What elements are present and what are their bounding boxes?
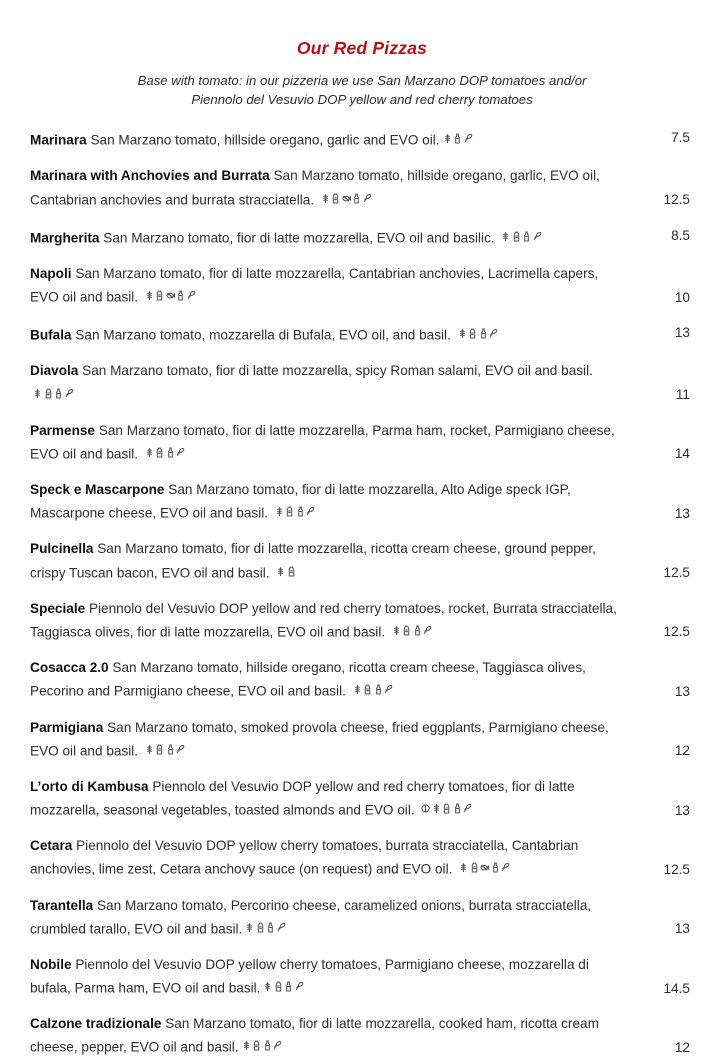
menu-item-price: 12.5 [663,861,690,877]
wheat-gluten-icon [443,133,452,144]
menu-item[interactable] [30,420,690,465]
sesame-seed-icon [363,193,372,204]
menu-item-text [30,1013,634,1058]
menu-item-text [30,165,634,210]
wheat-gluten-icon [459,862,468,873]
milk-carton-icon [252,1040,261,1051]
allergen-icon-group [145,284,198,305]
menu-item-description: Piennolo del Vesuvio DOP yellow and red cherry tomatoes, rocket, Burrata stracciatella, Taggiasca olives, fior di latte mozzarella, EVO oil and basil. [30,600,617,640]
menu-item-price: 13 [674,325,690,341]
milk-carton-icon [256,922,265,933]
oil-bottle-icon [413,625,422,636]
menu-item[interactable] [30,895,690,940]
menu-item-price: 13 [674,921,690,937]
menu-item-name: Napoli [30,265,72,281]
allergen-icon-group [421,797,474,818]
fish-allergen-icon [166,290,175,301]
menu-item-name: Cetara [30,838,73,854]
menu-item-name: Tarantella [30,897,94,913]
sesame-seed-icon [423,625,432,636]
menu-item-price: 12.5 [663,565,690,581]
allergen-icon-group [353,678,395,699]
menu-item-name: Nobile [30,956,72,972]
menu-item-price: 12 [674,1039,690,1055]
pizza-menu-list [0,109,724,1058]
menu-item-price: 12 [674,743,690,759]
fish-allergen-icon [342,193,351,204]
menu-item-price: 11 [675,387,690,403]
menu-item[interactable] [30,360,690,405]
sesame-seed-icon [65,388,74,399]
menu-item[interactable] [30,225,690,249]
allergen-icon-group [145,441,187,462]
wheat-gluten-icon [276,566,285,577]
allergen-icon-group [242,1034,284,1055]
menu-item-description: San Marzano tomato, fior di latte mozzarella, Cantabrian anchovies, Lacrimella capers, EVO oil and basil. [30,265,599,305]
menu-item-name: Cosacca 2.0 [30,660,109,676]
menu-item-price: 13 [674,802,690,818]
menu-item[interactable] [30,954,690,999]
menu-subtitle-line-2: Piennolo del Vesuvio DOP yellow and red cherry tomatoes [191,91,533,107]
allergen-icon-group [33,382,75,403]
wheat-gluten-icon [145,744,154,755]
milk-carton-icon [274,981,283,992]
menu-item-description: San Marzano tomato, hillside oregano, ricotta cream cheese, Taggiasca olives, Pecorino and Parmigiano cheese, EVO oil and basil. [30,660,586,699]
menu-item[interactable] [30,835,690,880]
wheat-gluten-icon [353,684,362,695]
menu-header [0,0,724,109]
oil-bottle-icon [522,231,531,242]
menu-item-text [30,479,634,524]
menu-item[interactable] [30,479,690,524]
menu-item-name: Marinara [30,132,87,148]
menu-item[interactable] [30,165,690,210]
menu-item-price: 8.5 [671,227,690,243]
menu-item-description: San Marzano tomato, fior di latte mozzarella, cooked ham, ricotta cream cheese, pepper, EVO oil and basil. [30,1016,599,1055]
oil-bottle-icon [284,981,293,992]
allergen-icon-group [501,225,543,246]
menu-item-price: 14 [674,446,690,462]
menu-item-description: San Marzano tomato, hillside oregano, garlic and EVO oil. [86,132,440,148]
allergen-icon-group [458,322,500,343]
menu-item-description: Piennolo del Vesuvio DOP yellow and red cherry tomatoes, fior di latte mozzarella, seasonal vegetables, toasted almonds and EVO oil. [30,778,575,818]
allergen-icon-group [459,856,512,877]
allergen-icon-group [263,975,305,996]
menu-item-description: Piennolo del Vesuvio DOP yellow cherry tomatoes, burrata stracciatella, Cantabrian anchovies, lime zest, Cetara anchovy sauce (on request) and EVO oil. [30,838,579,877]
menu-item[interactable] [30,322,690,346]
menu-item-price: 14.5 [663,980,690,996]
wheat-gluten-icon [263,981,272,992]
menu-item-name: Marinara with Anchovies and Burrata [30,168,270,184]
milk-carton-icon [363,684,372,695]
allergen-icon-group [145,738,187,759]
wheat-gluten-icon [245,922,254,933]
oil-bottle-icon [166,447,175,458]
sesame-seed-icon [489,328,498,339]
wheat-gluten-icon [432,803,441,814]
menu-item-price: 7.5 [671,130,690,146]
sesame-seed-icon [306,506,315,517]
menu-item-description: San Marzano tomato, fior di latte mozzarella, Parma ham, rocket, Parmigiano cheese, EVO oil and basil. [30,422,615,462]
milk-carton-icon [155,290,164,301]
wheat-gluten-icon [242,1040,251,1051]
menu-item-text [30,835,634,880]
menu-item-name: Parmense [30,422,95,438]
menu-item-description: Piennolo del Vesuvio DOP yellow cherry tomatoes, Parmigiano cheese, mozzarella di bufala, Parma ham, EVO oil and basil. [30,956,589,996]
allergen-icon-group [245,916,287,937]
menu-item-text [30,776,634,821]
fish-allergen-icon [480,862,489,873]
menu-item[interactable] [30,1013,690,1058]
menu-item-text [30,598,634,643]
menu-item-price: 10 [674,289,690,305]
menu-item-price: 12.5 [663,192,690,208]
menu-item-description: San Marzano tomato, smoked provola cheese, fried eggplants, Parmigiano cheese, EVO oil and basil. [30,719,609,759]
menu-item-name: Speck e Mascarpone [30,482,165,498]
wheat-gluten-icon [145,447,154,458]
milk-carton-icon [155,744,164,755]
oil-bottle-icon [166,744,175,755]
menu-item-text [30,420,634,465]
oil-bottle-icon [54,388,63,399]
menu-item-name: Diavola [30,363,79,379]
sesame-seed-icon [176,744,185,755]
menu-item-description: San Marzano tomato, Percorino cheese, caramelized onions, burrata stracciatella, crumbled tarallo, EVO oil and basil. [30,897,592,937]
menu-item-text [30,322,634,346]
oil-bottle-icon [479,328,488,339]
oil-bottle-icon [352,193,361,204]
oil-bottle-icon [453,133,462,144]
menu-item-text [30,657,634,702]
oil-bottle-icon [374,684,383,695]
menu-item-text [30,895,634,940]
milk-carton-icon [402,625,411,636]
menu-item-price: 12.5 [663,624,690,640]
allergen-icon-group [392,619,434,640]
menu-item-name: Bufala [30,327,72,343]
menu-subtitle [82,72,642,109]
sesame-seed-icon [384,684,393,695]
sesame-seed-icon [295,981,304,992]
menu-subtitle-line-1: Base with tomato: in our pizzeria we use San Marzano DOP tomatoes and/or [137,72,587,88]
milk-carton-icon [155,447,164,458]
menu-item-name: Parmigiana [30,719,104,735]
menu-item[interactable] [30,717,690,762]
milk-carton-icon [285,506,294,517]
menu-item-text [30,225,634,249]
menu-item-name: L’orto di Kambusa [30,778,149,794]
menu-item[interactable] [30,598,690,643]
wheat-gluten-icon [392,625,401,636]
sesame-seed-icon [501,862,510,873]
oil-bottle-icon [453,803,462,814]
wheat-gluten-icon [275,506,284,517]
sesame-seed-icon [176,447,185,458]
menu-item-text [30,127,634,151]
menu-item-text [30,263,634,308]
menu-item[interactable] [30,263,690,308]
menu-item-name: Pulcinella [30,541,94,557]
wheat-gluten-icon [501,231,510,242]
sesame-seed-icon [187,290,196,301]
menu-item-name: Margherita [30,230,100,246]
oil-bottle-icon [263,1040,272,1051]
nut-allergen-icon [421,803,430,814]
menu-item[interactable] [30,657,690,702]
milk-carton-icon [331,193,340,204]
oil-bottle-icon [491,862,500,873]
menu-item-text [30,360,634,405]
sesame-seed-icon [273,1040,282,1051]
menu-item[interactable] [30,127,690,151]
menu-item[interactable] [30,776,690,821]
menu-item-description: San Marzano tomato, fior di latte mozzarella, spicy Roman salami, EVO oil and basil. [78,363,593,379]
allergen-icon-group [321,187,374,208]
oil-bottle-icon [176,290,185,301]
menu-item-description: San Marzano tomato, fior di latte mozzarella, Alto Adige speck IGP, Mascarpone cheese, EVO oil and basil. [30,482,571,521]
menu-item-description: San Marzano tomato, mozzarella di Bufala, EVO oil, and basil. [71,327,455,343]
page-title: Our Red Pizzas [296,38,428,58]
menu-item-description: San Marzano tomato, fior di latte mozzarella, EVO oil and basilic. [99,230,499,246]
allergen-icon-group [443,127,475,148]
menu-item[interactable] [30,538,690,583]
milk-carton-icon [44,388,53,399]
milk-carton-icon [470,862,479,873]
menu-item-price: 13 [674,505,690,521]
oil-bottle-icon [266,922,275,933]
allergen-icon-group [276,560,297,581]
wheat-gluten-icon [458,328,467,339]
milk-carton-icon [468,328,477,339]
wheat-gluten-icon [321,193,330,204]
menu-item-description: San Marzano tomato, hillside oregano, garlic, EVO oil, Cantabrian anchovies and burrata stracciatella. [30,168,600,208]
sesame-seed-icon [533,231,542,242]
milk-carton-icon [442,803,451,814]
menu-item-price: 13 [674,683,690,699]
sesame-seed-icon [464,133,473,144]
milk-carton-icon [512,231,521,242]
sesame-seed-icon [463,803,472,814]
menu-item-text [30,954,634,999]
sesame-seed-icon [277,922,286,933]
wheat-gluten-icon [33,388,42,399]
menu-item-description: San Marzano tomato, fior di latte mozzarella, ricotta cream cheese, ground pepper, crispy Tuscan bacon, EVO oil and basil. [30,541,596,581]
wheat-gluten-icon [145,290,154,301]
menu-item-name: Speciale [30,600,86,616]
menu-item-text [30,717,634,762]
milk-carton-icon [287,566,296,577]
oil-bottle-icon [296,506,305,517]
allergen-icon-group [275,500,317,521]
menu-item-text [30,538,634,583]
menu-item-name: Calzone tradizionale [30,1016,162,1032]
